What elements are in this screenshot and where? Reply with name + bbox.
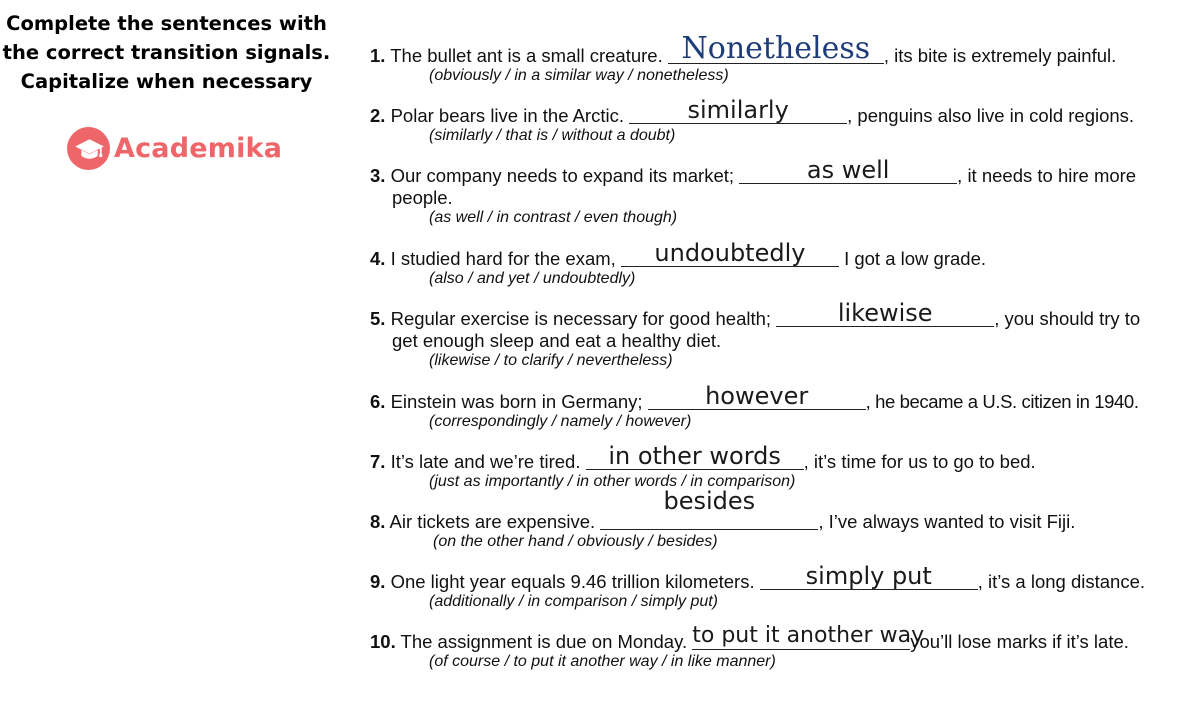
sentence-before: Einstein was born in Germany; bbox=[385, 391, 648, 412]
answer-text: as well bbox=[806, 156, 890, 184]
instructions-line-1: Complete the sentences with bbox=[6, 12, 327, 35]
item-number: 8. bbox=[370, 511, 386, 532]
sentence-line bbox=[370, 299, 1141, 330]
answer-blank[interactable] bbox=[668, 31, 884, 66]
sentence-line bbox=[370, 487, 1076, 533]
sentence-after: , its bite is extremely painful. bbox=[883, 45, 1117, 66]
options-hint: (on the other hand / obviously / besides) bbox=[433, 533, 718, 550]
sentence-before: Air tickets are expensive. bbox=[385, 511, 601, 532]
item-number: 9. bbox=[370, 571, 386, 592]
sentence-continuation: people. bbox=[392, 187, 453, 208]
options-hint: (similarly / that is / without a doubt) bbox=[429, 127, 676, 144]
exercise-item-1 bbox=[370, 31, 1117, 85]
answer-text: Nonetheless bbox=[681, 31, 871, 66]
options-hint: (likewise / to clarify / nevertheless) bbox=[429, 352, 673, 369]
sentence-line bbox=[370, 562, 1146, 593]
sentence-line bbox=[370, 442, 1036, 473]
options-hint: (just as importantly / in other words / in comparison) bbox=[429, 473, 796, 490]
sentence-line bbox=[370, 96, 1135, 127]
answer-text: to put it another way bbox=[692, 623, 925, 648]
item-number: 2. bbox=[370, 105, 386, 126]
exercise-item-4 bbox=[370, 239, 986, 288]
answer-text: similarly bbox=[687, 96, 789, 124]
sentence-before: Regular exercise is necessary for good health; bbox=[385, 308, 777, 329]
answer-text: undoubtedly bbox=[654, 239, 806, 267]
exercise-item-5 bbox=[370, 299, 1141, 370]
answer-text: however bbox=[705, 382, 809, 410]
graduation-cap-icon bbox=[66, 126, 111, 171]
instructions-line-3: Capitalize when necessary bbox=[20, 70, 313, 93]
sentence-before: One light year equals 9.46 trillion kilometers. bbox=[385, 571, 760, 592]
item-number: 10. bbox=[370, 631, 396, 652]
exercise-item-7 bbox=[370, 442, 1036, 491]
sentence-line bbox=[370, 239, 986, 270]
sentence-after: , it needs to hire more bbox=[957, 165, 1137, 186]
exercise-item-6 bbox=[370, 382, 1139, 431]
sentence-before: It’s late and we’re tired. bbox=[385, 451, 586, 472]
sentence-continuation: get enough sleep and eat a healthy diet. bbox=[392, 330, 722, 351]
exercise-item-9 bbox=[370, 562, 1146, 611]
sentence-after: , it’s time for us to go to bed. bbox=[803, 451, 1036, 472]
answer-blank[interactable] bbox=[586, 442, 804, 470]
answer-blank[interactable] bbox=[621, 239, 839, 267]
item-number: 7. bbox=[370, 451, 386, 472]
item-number: 4. bbox=[370, 248, 386, 269]
sentence-line bbox=[370, 156, 1137, 187]
item-number: 1. bbox=[370, 45, 386, 66]
options-hint: (correspondingly / namely / however) bbox=[429, 413, 692, 430]
sentence-after: , you should try to bbox=[994, 308, 1141, 329]
sentence-line bbox=[370, 31, 1117, 67]
sentence-after: , he became a U.S. citizen in 1940. bbox=[865, 391, 1139, 412]
options-hint: (additionally / in comparison / simply put) bbox=[429, 593, 719, 610]
options-hint: (as well / in contrast / even though) bbox=[429, 209, 678, 226]
answer-blank[interactable] bbox=[692, 623, 925, 650]
item-number: 3. bbox=[370, 165, 386, 186]
exercise-item-3 bbox=[370, 156, 1137, 227]
answer-text: besides bbox=[663, 487, 756, 515]
item-number: 6. bbox=[370, 391, 386, 412]
answer-text: likewise bbox=[837, 299, 933, 327]
answer-text: in other words bbox=[608, 442, 781, 470]
answer-blank[interactable] bbox=[760, 562, 978, 590]
options-hint: (of course / to put it another way / in like manner) bbox=[429, 653, 776, 670]
exercise-item-10 bbox=[370, 623, 1129, 671]
sentence-after: , I’ve always wanted to visit Fiji. bbox=[818, 511, 1076, 532]
logo-text: Academika bbox=[114, 132, 283, 164]
sentence-before: Our company needs to expand its market; bbox=[385, 165, 740, 186]
academika-logo bbox=[66, 125, 282, 171]
answer-blank[interactable] bbox=[600, 487, 818, 530]
sentence-before: I studied hard for the exam, bbox=[385, 248, 621, 269]
sentence-line bbox=[370, 382, 1139, 413]
answer-blank[interactable] bbox=[739, 156, 957, 184]
item-number: 5. bbox=[370, 308, 386, 329]
sentence-line bbox=[370, 623, 1129, 653]
answer-blank[interactable] bbox=[776, 299, 994, 327]
sentence-after: , it’s a long distance. bbox=[977, 571, 1146, 592]
answer-blank[interactable] bbox=[648, 382, 866, 410]
answer-blank[interactable] bbox=[629, 96, 847, 124]
sentence-after: , penguins also live in cold regions. bbox=[847, 105, 1135, 126]
sentence-before: The bullet ant is a small creature. bbox=[385, 45, 668, 66]
instructions-line-2: the correct transition signals. bbox=[2, 41, 331, 64]
exercise-item-8 bbox=[370, 487, 1076, 551]
sentence-before: Polar bears live in the Arctic. bbox=[385, 105, 630, 126]
sentence-after: I got a low grade. bbox=[838, 248, 986, 269]
options-hint: (obviously / in a similar way / nonetheless) bbox=[429, 67, 729, 84]
answer-text: simply put bbox=[805, 562, 932, 590]
instructions bbox=[0, 9, 333, 96]
sentence-after: you’ll lose marks if it’s late. bbox=[910, 631, 1129, 652]
sentence-before: The assignment is due on Monday. bbox=[395, 631, 693, 652]
options-hint: (also / and yet / undoubtedly) bbox=[429, 270, 636, 287]
exercise-item-2 bbox=[370, 96, 1135, 145]
